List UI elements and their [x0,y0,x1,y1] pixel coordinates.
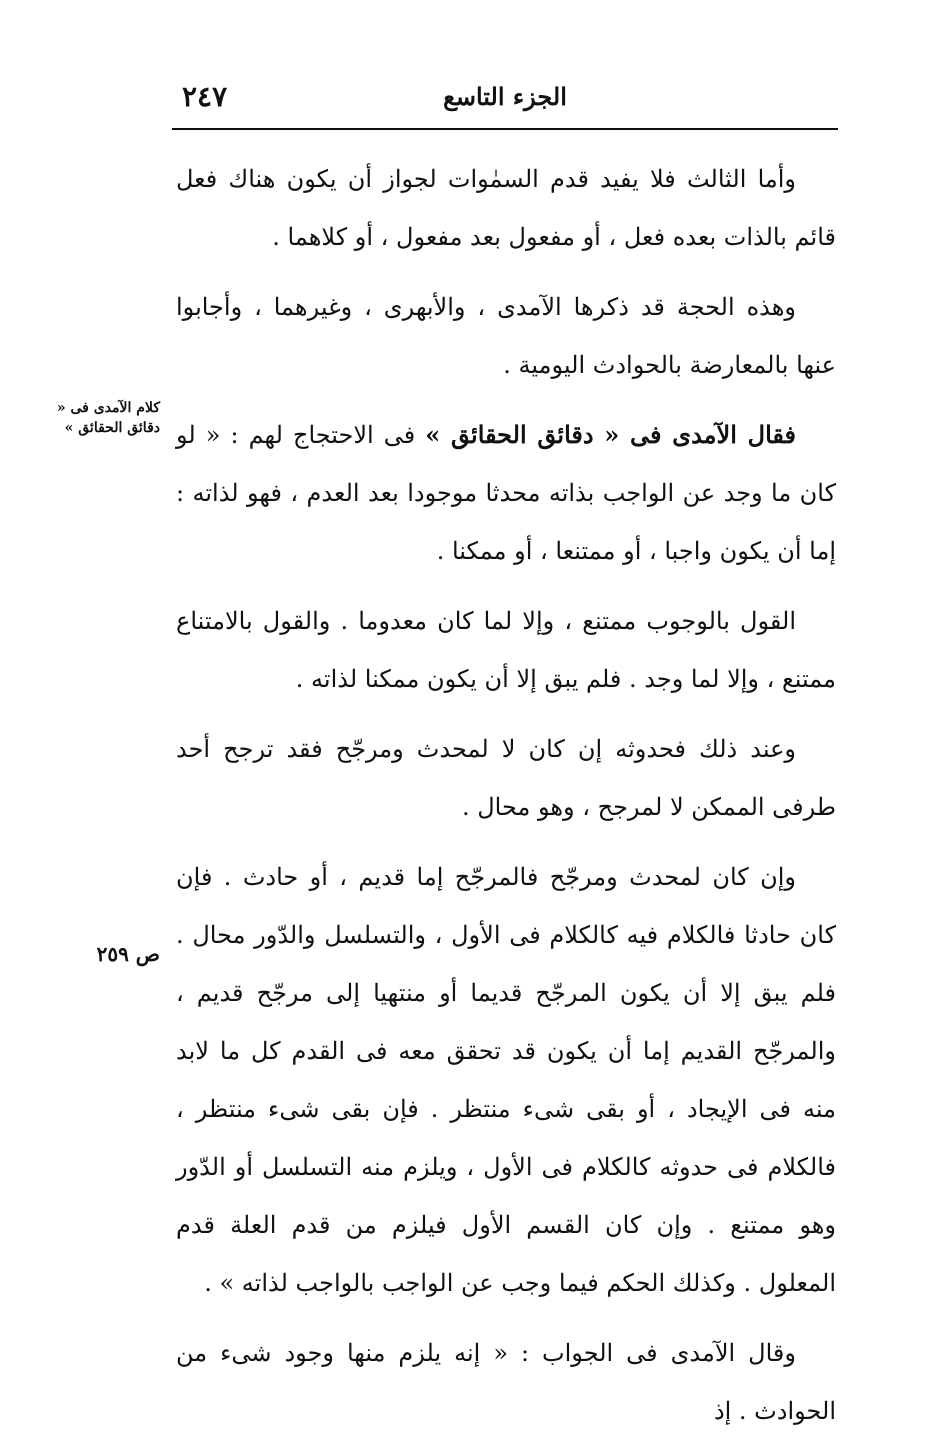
margin-note-page-ref: ص ٢٥٩ [96,942,160,966]
page-number: ٢٤٧ [182,80,228,113]
header-rule [172,128,838,130]
paragraph-4: القول بالوجوب ممتنع ، وإلا لما كان معدوما . والقول بالامتناع ممتنع ، وإلا لما وجد . فلم يبق إلا أن يكون ممكنا لذاته . [176,607,836,693]
paragraph-3 [176,406,836,580]
paragraph-7: وقال الآمدى فى الجواب : « إنه يلزم منها وجود شىء من الحوادث . إذ [176,1339,836,1425]
paragraph-6: وإن كان لمحدث ومرجّح فالمرجّح إما قديم ، أو حادث . فإن كان حادثا فالكلام فيه كالكلام فى الأول ، والتسلسل والدّور محال . فلم يبق إلا أن يكون المرجّح قديما أو منتهيا إلى مرجّح قديم ، والمرجّح القديم إما أن يكون قد تحقق معه فى القدم كل ما لابد منه فى الإيجاد ، أو بقى شىء منتظر . فإن بقى شىء منتظر ، فالكلام فى حدوثه كالكلام فى الأول ، ويلزم منه التسلسل أو الدّور وهو ممتنع . وإن كان القسم الأول فيلزم من قدم العلة قدم المعلول . وكذلك الحكم فيما وجب عن الواجب بالواجب لذاته » . [176,863,836,1297]
paragraph-3-bold-lead: فقال الآمدى فى « دقائق الحقائق » [425,420,797,449]
paragraph-2: وهذه الحجة قد ذكرها الآمدى ، والأبهرى ، وغيرهما ، وأجابوا عنها بالمعارضة بالحوادث اليومية . [176,293,836,379]
running-head: الجزء التاسع [443,82,567,111]
paragraph-1: وأما الثالث فلا يفيد قدم السمٰوات لجواز أن يكون هناك فعل قائم بالذات بعده فعل ، أو مفعول بعد مفعول ، أو كلاهما . [176,165,836,251]
body-text [176,150,836,1440]
page-header [172,78,838,128]
margin-note-daqaiq: كلام الآمدى فى « دقائق الحقائق » [56,400,160,436]
paragraph-3-rest: فى الاحتجاج لهم : « لو كان ما وجد عن الواجب بذاته محدثا موجودا بعد العدم ، فهو لذاته : إما أن يكون واجبا ، أو ممتنعا ، أو ممكنا . [176,421,836,565]
paragraph-5: وعند ذلك فحدوثه إن كان لا لمحدث ومرجّح فقد ترجح أحد طرفى الممكن لا لمرجح ، وهو محال . [176,735,836,821]
